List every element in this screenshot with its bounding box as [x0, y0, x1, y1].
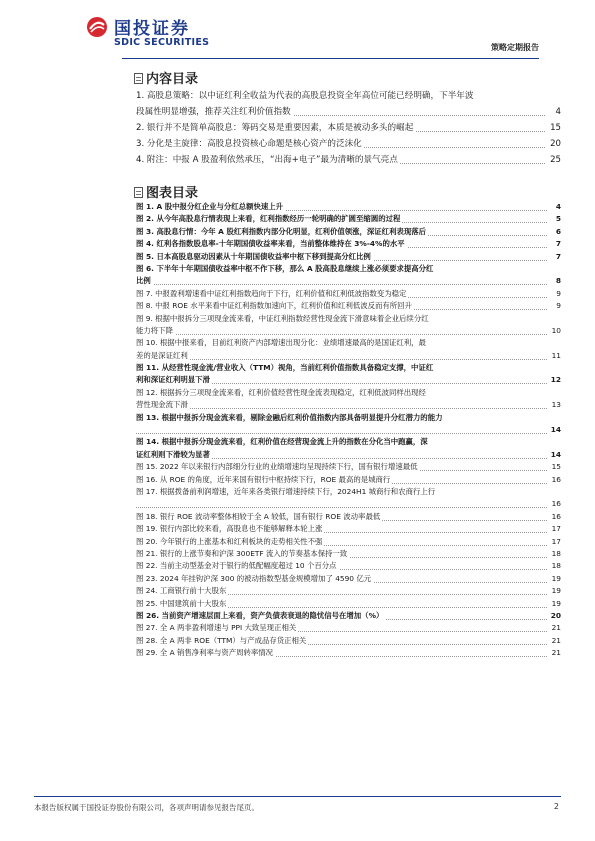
figure-entry-page: 17: [550, 536, 561, 548]
figure-entry-title: 图 26. 当前资产增速层面上来看，资产负债表衰退的隐忧信号在增加（%）: [136, 610, 385, 622]
figure-leader-dots: [136, 408, 547, 409]
figure-entry[interactable]: [136, 622, 561, 634]
figure-entry-page: 18: [550, 560, 561, 572]
figure-entry-title: 比例: [136, 275, 153, 287]
figure-entry-title: 图 5. 日本高股息驱动因素从十年期国债收益率中枢下移到提高分红比例: [136, 251, 373, 263]
figure-entry[interactable]: [136, 585, 561, 597]
figure-entry-title: 图 27. 全 A 两非盈利增速与 PPI 大致呈现正相关: [136, 622, 298, 634]
figure-entry-page: 14: [549, 449, 561, 461]
figure-entry[interactable]: [136, 325, 561, 337]
contents-entry-title: 2. 银行并不是简单高股息：筹码交易是重要因素，本质是被动多头的崛起: [136, 120, 415, 136]
figure-entry-page: 19: [550, 573, 561, 585]
figure-entry-page: 20: [549, 610, 561, 622]
figure-entry-title: 图 2. 从今年高股息行情表现上来看，红利指数经历一轮明确的扩圆至缩圆的过程: [136, 213, 402, 225]
figure-entry[interactable]: [136, 573, 561, 585]
figure-entry-page: 11: [550, 350, 561, 362]
figure-entry-page: 16: [550, 474, 561, 486]
contents-entry-title: 1. 高股息策略：以中证红利全收益为代表的高股息投资全年高位可能已经明确，下半年波: [136, 88, 476, 104]
figure-entry[interactable]: [136, 362, 561, 374]
document-icon: [134, 73, 143, 84]
figure-leader-dots: [136, 433, 547, 434]
figure-entry-title: 图 22. 当前主动型基金对于银行的低配幅度超过 10 个百分点: [136, 560, 339, 572]
contents-heading: [134, 68, 198, 87]
figure-entry-page: 18: [550, 548, 561, 560]
figure-entry-title: 证红利则下滑较为显著: [136, 449, 212, 461]
figure-entry-title: 图 7. 中报盈利增速看中证红利指数趋向于下行，红利价值和红利低波指数变为稳定: [136, 288, 408, 300]
footer-disclaimer: 本报告版权属于国投证券股份有限公司，各项声明请参见报告尾页。: [34, 803, 259, 812]
report-type: 策略定期报告: [491, 43, 539, 52]
figure-entry-title: 图 6. 下半年十年期国债收益率中枢不作下移，那么 A 股高股息继续上涨必须要求提高分红: [136, 263, 435, 275]
footer-divider: [34, 796, 561, 797]
brand-name-cn: 国投证券: [114, 19, 190, 39]
figure-entry-page: 12: [549, 374, 561, 386]
figure-entry-page: 4: [554, 201, 561, 213]
figure-entry-title: 图 4. 红利各指数股息率-十年期国债收益率来看，当前整体维持在 3%-4%的水平: [136, 238, 407, 250]
contents-list: [136, 88, 561, 168]
contents-entry[interactable]: [136, 136, 561, 152]
figure-entry[interactable]: [136, 511, 561, 523]
contents-entry-title: 4. 附注：中报 A 股盈利依然承压，“出海+电子”最为清晰的景气亮点: [136, 152, 400, 168]
contents-entry-page: 25: [548, 152, 561, 168]
figure-entry-title: 图 11. 从经营性现金流/营业收入（TTM）视角，当前红利价值指数具备稳定支撑，中证红: [136, 362, 435, 374]
figure-entry-title: 图 14. 根据中报拆分现金流来看，红利价值在经营现金流上升的指数在分化当中跑赢，深: [136, 436, 430, 448]
figure-entry[interactable]: [136, 424, 561, 436]
figures-list: [136, 201, 561, 659]
figure-entry-page: 21: [550, 622, 561, 634]
figure-entry-title: 图 21. 银行的上涨节奏和沪深 300ETF 流入的节奏基本保持一致: [136, 548, 349, 560]
figure-entry-title: 差的是深证红利: [136, 350, 190, 362]
figure-entry-page: 8: [554, 275, 561, 287]
figure-entry-title: 图 16. 从 ROE 的角度，近年来国有银行中枢持续下行，ROE 最高的是城商行: [136, 474, 392, 486]
figure-entry-page: 17: [550, 523, 561, 535]
contents-entry-page: 20: [548, 136, 561, 152]
figure-entry-page: 14: [549, 424, 561, 436]
figure-entry[interactable]: [136, 387, 561, 399]
figure-entry[interactable]: [136, 486, 561, 498]
figure-entry-title: 图 3. 高股息行情：今年 A 股红利指数内部分化明显，红利价值领涨，深证红利表现落后: [136, 226, 428, 238]
figure-entry[interactable]: [136, 461, 561, 473]
figure-entry-title: 图 13. 根据中报拆分现金流来看，剔除金融后红利价值指数内部具备明显提升分红潜力的能力: [136, 412, 444, 424]
figure-entry-title: 图 15. 2022 年以来银行内部细分行业的业绩增速均呈现持续下行，国有银行增速最低: [136, 461, 420, 473]
figure-leader-dots: [136, 284, 547, 285]
contents-entry-page: 4: [554, 104, 561, 120]
figure-entry-page: 10: [550, 325, 561, 337]
figure-entry[interactable]: [136, 449, 561, 461]
contents-title: 内容目录: [146, 72, 199, 87]
figure-entry-page: 9: [554, 300, 561, 312]
figure-entry[interactable]: [136, 350, 561, 362]
figure-leader-dots: [136, 359, 547, 360]
figure-entry[interactable]: [136, 548, 561, 560]
figure-entry[interactable]: [136, 474, 561, 486]
figure-entry[interactable]: [136, 226, 561, 238]
sdic-logo-mark-icon: [86, 16, 108, 38]
figure-leader-dots: [136, 334, 547, 335]
figure-entry-title: 能力将下降: [136, 325, 175, 337]
figure-entry-title: 图 25. 中国建筑前十大股东: [136, 598, 228, 610]
figure-entry[interactable]: [136, 399, 561, 411]
header-divider: [122, 58, 539, 59]
page-number: 2: [553, 802, 559, 811]
contents-entry-title: 段属性明显增强，推荐关注红利价值指数: [136, 104, 293, 120]
figure-entry[interactable]: [136, 313, 561, 325]
contents-entry[interactable]: [136, 152, 561, 168]
figure-entry[interactable]: [136, 275, 561, 287]
figure-entry[interactable]: [136, 337, 561, 349]
sdic-logo: [86, 14, 208, 56]
figure-entry[interactable]: [136, 201, 561, 213]
figure-entry-page: 5: [554, 213, 561, 225]
figure-entry[interactable]: [136, 647, 561, 659]
figure-entry-page: 19: [550, 598, 561, 610]
figure-entry[interactable]: [136, 251, 561, 263]
figure-entry[interactable]: [136, 523, 561, 535]
figure-entry-page: 21: [550, 647, 561, 659]
contents-entry-title: 3. 分化是主旋律：高股息投资核心命题是核心资产的泛沫化: [136, 136, 364, 152]
figure-entry[interactable]: [136, 635, 561, 647]
document-icon: [134, 187, 143, 198]
figure-entry-page: 7: [554, 238, 561, 250]
figure-entry[interactable]: [136, 560, 561, 572]
figure-entry-title: 图 9. 根据中报拆分三项现金流来看，中证红利指数经营性现金流下滑意味着企业后续分红: [136, 313, 431, 325]
figures-heading: [134, 182, 198, 201]
figure-entry-page: 15: [550, 461, 561, 473]
figure-entry-title: 图 20. 今年银行的上涨基本和红利板块的走势相关性不强: [136, 536, 324, 548]
figures-title: 图表目录: [146, 186, 199, 201]
contents-entry-page: 15: [548, 120, 561, 136]
figure-entry[interactable]: [136, 213, 561, 225]
figure-entry[interactable]: [136, 536, 561, 548]
figure-entry-title: 图 1. A 股中报分红企业与分红总额快速上升: [136, 201, 285, 213]
figure-entry[interactable]: [136, 263, 561, 275]
figure-entry-page: 16: [550, 498, 561, 510]
figure-entry-title: 图 12. 根据拆分三项现金流来看，红利价值经营性现金流表现稳定，红利低波同样出现经: [136, 387, 428, 399]
figure-entry[interactable]: [136, 374, 561, 386]
figure-entry[interactable]: [136, 498, 561, 510]
figure-entry-page: 9: [554, 288, 561, 300]
figure-entry-title: 图 10. 根据中报来看，目前红利资产内部增速出现分化：业绩增速最高的是国证红利，最: [136, 337, 428, 349]
figure-entry[interactable]: [136, 436, 561, 448]
brand-name-en: SDIC SECURITIES: [114, 37, 210, 48]
figure-entry[interactable]: [136, 238, 561, 250]
figure-entry-title: 图 8. 中报 ROE 水平来看中证红利指数加速向下，红利价值和红利低波反而有所回升: [136, 300, 414, 312]
figure-entry-page: 21: [550, 635, 561, 647]
figure-entry-page: 7: [554, 251, 561, 263]
figure-entry[interactable]: [136, 300, 561, 312]
figure-entry-page: 16: [550, 511, 561, 523]
figure-entry-title: 图 24. 工商银行前十大股东: [136, 585, 228, 597]
figure-entry-title: 图 23. 2024 年挂钩沪深 300 的被动指数型基金规模增加了 4590 亿元: [136, 573, 373, 585]
contents-entry[interactable]: [136, 104, 561, 120]
figure-entry-title: 图 29. 全 A 销售净利率与资产周转率情况: [136, 647, 275, 659]
figure-entry-title: 营性现金流下滑: [136, 399, 190, 411]
contents-entry[interactable]: [136, 120, 561, 136]
figure-entry[interactable]: [136, 610, 561, 622]
contents-entry[interactable]: [136, 88, 561, 104]
figure-entry-title: 利和深证红利明显下滑: [136, 374, 212, 386]
figure-entry-title: 图 19. 银行内部比较来看，高股息也不能够解释本轮上涨: [136, 523, 324, 535]
page-header: [0, 0, 595, 62]
figure-entry[interactable]: [136, 288, 561, 300]
figure-entry-page: 6: [554, 226, 561, 238]
figure-entry-page: 19: [550, 585, 561, 597]
figure-entry-title: 图 17. 根据拨备前利润增速，近年来各类银行增速持续下行，2024H1 城商行和农商行上行: [136, 486, 437, 498]
figure-entry[interactable]: [136, 598, 561, 610]
figure-entry-title: 图 28. 全 A 两非 ROE（TTM）与产成品存货正相关: [136, 635, 308, 647]
figure-entry-title: 图 18. 银行 ROE 波动率整体相较于全 A 较低，国有银行 ROE 波动率最低: [136, 511, 382, 523]
figure-leader-dots: [136, 507, 547, 508]
figure-entry-page: 13: [550, 399, 561, 411]
figure-entry[interactable]: [136, 412, 561, 424]
